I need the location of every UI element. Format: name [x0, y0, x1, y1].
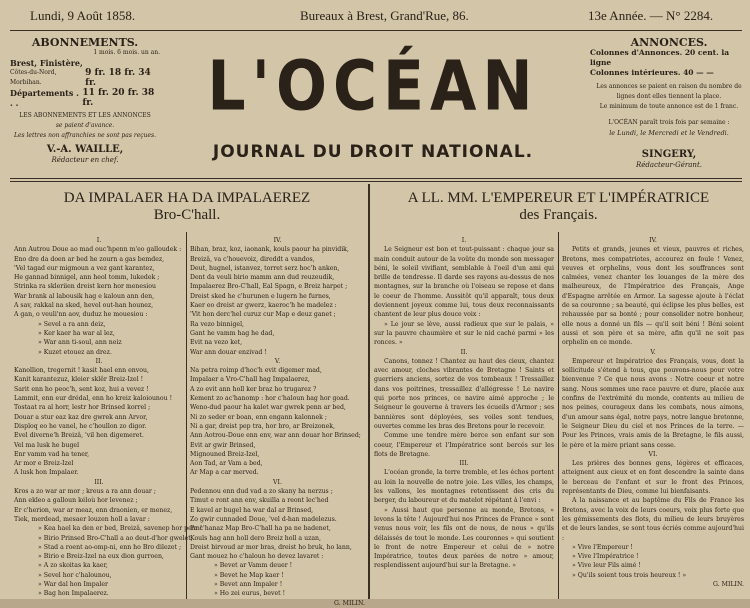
refrain-line: » Bevet he Map kaer !: [214, 571, 284, 579]
subscriptions-heading: ABONNEMENTS.: [31, 36, 139, 49]
poem-line: Douar a stur eaz kaz dre gwrek ann Arvor,: [14, 413, 148, 421]
poem-line: Na petra roimp d'hoc'h evit digemer mad,: [190, 367, 322, 375]
poem-line: Kaer eo dreist ar gwerz, kaeroc'h he madelez :: [190, 302, 337, 310]
stanza-number: I.: [96, 237, 102, 244]
publication-days-line1: L'OCÉAN paraît trois fois par semaine :: [608, 119, 730, 126]
newspaper-title: L'OCÉAN: [207, 46, 539, 127]
poem-line: Dent da veuli birio mamm ann dud reuzeudik,: [190, 274, 335, 282]
poem-line: War ann douar enzivad !: [190, 348, 267, 356]
editor-name: V.-A. WAILLE,: [46, 144, 124, 155]
issue-date: Lundi, 9 Août 1858.: [30, 8, 136, 23]
poem-line: Ar Map a car merved.: [190, 469, 259, 477]
subscription-note3: Les lettres non affranchies ne sont pas reçues.: [13, 132, 157, 139]
refrain-line: » A zo skoitas ka kaer,: [38, 562, 108, 570]
poem-line: A sav, rakkal na sked, hevel out-han hounez,: [14, 302, 154, 310]
poem-line: Kanit karantezuz, kleier sklêr Breiz-Izel !: [14, 376, 144, 384]
manager-role: Rédacteur-Gérant.: [636, 161, 702, 169]
poem-line: Breizâ, va c'houevoiz, direddt a vandos,: [190, 255, 315, 263]
subscription-row1-prices: 9 fr. 18 fr. 34 fr.: [85, 68, 151, 88]
refrain-line: » Ho zei eurus, bevet !: [214, 590, 286, 598]
poem-line: Timut e ront ann env, skuilla a reont lec'hed: [190, 497, 329, 505]
poem-line: Deut, hugnel, istanvez, torret serz hoc'h anken,: [190, 264, 340, 272]
stanza-number: II.: [95, 357, 103, 365]
article-divider: [368, 184, 370, 599]
refrain-line: » Kea hael ka den er bed, Breizâ, savenep hor penn!: [38, 525, 203, 533]
refrain-line: » Bevet ar Vamm deuer !: [214, 562, 293, 570]
manager-name: SINGERY,: [641, 149, 697, 160]
poem-line: Lammit, enn eur drédal, enn ho kreiz kaloiounou !: [14, 395, 173, 403]
poem-line: Ann Aotrou-Doue enn env, war ann douar hor Brinsed;: [190, 432, 361, 440]
poem-line: War brank al labousik hag e kaloun ann den,: [14, 292, 155, 300]
poem-line: Impalaer a Vro-C'hall hag Impalaerez,: [190, 376, 310, 384]
poem-line: Enr vamm vad ha tener,: [14, 450, 90, 458]
subscription-row2-label: Départements . . .: [10, 88, 79, 108]
poem-line: Bihan, braz, koz, iaonank, kouls paour ha pinvidik,: [190, 246, 349, 254]
left-article-subtitle: Bro-C'hall.: [153, 207, 221, 223]
editor-role: Rédacteur en chef.: [51, 156, 119, 164]
paragraph: » Le jour se lève, aussi radieux que sur le palais, » sur la pauvre chaumière et sur le nid caché parmi » les ronces. »: [374, 320, 554, 347]
subscription-note2: se paient d'avance.: [55, 122, 115, 129]
refrain-line: » Birio e Breiz-Izel na eux dion gurroen,: [38, 553, 164, 561]
paragraph: Le Seigneur est bon et tout-puissant : chaque jour sa main conduit autour de la voûte du monde son messager béni, le soleil vivifiant, semblable à l'oeil d'un ami qui brille de tendresse. Il darde ses rayons au-dessus de nos montagnes, sur la branche où l'oiseau se repose et dans le coeur de l'homme. Aussitôt qu'il apparaît, tous deux deviennent joyeux comme lui, tous deux reconnaissants chantent de leur plus douce voix :: [374, 246, 554, 319]
publication-days-line2: le Lundi, le Mercredi et le Vendredi.: [609, 129, 729, 137]
poem-line: Kros a zo war ar mor ; kreus a ra ann douar ;: [14, 488, 156, 496]
paragraph: A la naissance et au baptême du Fils de France les Bretons, avec la voix de leurs coeurs, voix plus forte que les gémissements des flots, du milieu de leurs bruyères et de leurs landes, se sont tous écriés comme aujourd'hui :: [562, 497, 744, 542]
section-number: II.: [460, 348, 468, 356]
poem-line: Er c'herion, war ar meaz, enn draonien, er menez,: [14, 506, 173, 514]
section-number: III.: [459, 460, 469, 468]
year-and-number: 13e Année. — N° 2284.: [588, 8, 714, 23]
section-number: I.: [461, 237, 467, 244]
poem-line: Ni zo seder er boan, enn engann kalonnek ;: [190, 413, 327, 421]
poem-line: A zo evit ann holl ker braz ho trugarez ?: [190, 385, 317, 393]
french-translation-column-2: [562, 236, 744, 598]
refrain-line: » Sevel a ra ann deiz,: [38, 320, 106, 328]
subscription-row1-sub: Côtes-du-Nord, Morbihan.: [10, 69, 57, 86]
refrain-line: » War dal hon Impaler: [38, 580, 109, 588]
left-article-title: DA IMPALAER HA DA IMPALAEREZ: [63, 190, 311, 206]
refrain-line: » War ann ti-soul, ann neiz: [38, 339, 122, 347]
poem-line: Dreist sked he c'hurunen e lugern he furnes,: [190, 292, 331, 300]
paragraph: Empereur et Impératrice des Français, vous, dont la sollicitude s'étend à tous, que pouvons-nous pour votre bienvenue ? Ce que nous avons : Notre coeur et notre sang. Nous sommes une race pauvre et dure, placée aux confins de l'extrémité du monde, contents au milieu de nos peines, courageux dans les combats, nous aimons, d'un amour sans égal, notre pays, notre langue bretonne, le Seigneur Dieu du ciel et nos Princes de la terre. — Pour les Princes, vrais amis de la Bretagne, le fils aussi, le père et la mère priant sans cesse.: [562, 357, 744, 449]
refrain-line: » Kuzet etouez an drez.: [38, 348, 112, 356]
masthead-top-line: [0, 0, 750, 28]
refrain-line: » Birio Prinsed Bro-C'hall a ao deut-d'hor gwelet,: [38, 534, 193, 542]
poem-line: A gan, o veuli'nn aov, duduz he mouesiou :: [14, 311, 148, 319]
paragraph: Les prières des bonnes gens, légères et efficaces, atteignent aux cieux et en font descendre la sainte dans le berceau de l'enfant et sur le front des Princes, représentants de Dieu, comme lui bienfaisants.: [562, 460, 744, 496]
section-number: IV.: [649, 237, 657, 244]
paragraph: » Qu'ils soient tous trois heureux ! »: [572, 571, 687, 579]
announcements-line2: Colonnes intérieures. 40 — —: [590, 68, 714, 77]
paragraph: Comme une tendre mère berce son enfant sur son coeur, l'Empereur et l'Impératrice sont bercés sur les flots de Bretagne.: [374, 432, 554, 458]
paragraph: Petits et grands, jeunes et vieux, pauvres et riches, Bretons, mes compatriotes, accourez en foule ! Venez, veuves et orphelins, vous dont les souffrances sont calmées, venez chanter les louanges de la mère des malheureux, de l'Impératrice des Français, Ange d'Espagne arrêtée en Armor. La sagesse ajoute à l'éclat de sa couronne ; sa beauté, qui éclipse les plus belles, est rehaussée par sa bonté ; pour consolider notre bonheur, elle nous a donné un fils — qu'il soit béni ! Béni soient aussi et son père et sa mère, afin qu'il ne soit pas orphelin en ce monde.: [562, 246, 744, 347]
newspaper-subtitle: JOURNAL DU DROIT NATIONAL.: [212, 142, 534, 162]
poem-line: Strinka ra skleriien dreist kern hor menesiou: [14, 283, 156, 291]
stanza-number: III.: [94, 478, 104, 486]
poem-line: 'Vit hon derc'hel curuz cur Map e deuz ganet ;: [190, 311, 336, 319]
poem-line: Sarit enn ho peoc'h, sent koz, hui a vevez !: [14, 385, 149, 393]
poem-line: Kanollion, tregernit ! kasit hael enn envou,: [14, 367, 149, 375]
poem-line: Evit ar gwir Brinsed,: [190, 441, 256, 449]
right-article-heading: [376, 190, 741, 224]
subscription-periods: 1 mois. 6 mois. un an.: [93, 49, 160, 56]
stanza-number: VI.: [273, 478, 282, 486]
poem-line: Ni a gar, dreist pep tra, hor bro, ar Breizonek,: [190, 422, 336, 430]
poem-line: Kouls hag ann holl dero Breiz holl a uzan,: [190, 534, 321, 542]
announcements-note3: Le minimum de toute annonce est de 1 franc.: [599, 103, 739, 110]
refrain-line: » Bevet ann Impaler !: [214, 580, 283, 588]
poem-line: Evel diverne'h Breizâ, 'vil hen digemeret.: [14, 432, 144, 440]
poem-line: Pedennou enn dud vad a zo skany ha nerzus ;: [190, 488, 333, 496]
poem-line: Tostaat ra al horr, lestr hor Brinsed korrel ;: [14, 404, 151, 412]
poem-line: Pa c'hanaz Map Bro-C'hall ha pa ne badenet,: [190, 525, 331, 533]
paragraph: Canons, tonnez ! Chantez au haut des cieux, chantez avec amour, cloches vibrantes de Bretagne ! Saints et guerriers anciens, sortez de vos tombeaux ! Tressaillez dans vos poitrines, tressaillez d'allégresse ! Le navire qui porte nos princes, ce navire aimé approche ; le Seigneur le gouverne à travers les écueils d'Armor ; ses bannières sont déployées, ses voiles sont tendues, ouvertes comme les bras des Bretons pour le recevoir.: [374, 357, 554, 430]
poem-line: Ann ekleo a galloun kéloù hor levenez ;: [14, 497, 138, 505]
poem-line: Ann Autrou Doue ao mad ouc'hpenn m'eo galloudek :: [14, 246, 182, 254]
top-rule: [10, 30, 742, 31]
announcements-box: [590, 38, 748, 170]
poem-line: Vel ma lusk he bugel: [14, 441, 80, 449]
section-number: V.: [650, 348, 656, 356]
stanza-number: V.: [274, 357, 281, 365]
poem-line: Mignouned Breiz-Izel,: [190, 450, 260, 458]
announcements-note2: lignes dont elles tiennent la place.: [616, 93, 722, 100]
subscriptions-box: [10, 38, 160, 165]
refrain-line: » Sevel hor c'halounou,: [38, 571, 112, 579]
poem-line: Tiek, merdead, mesaer louzen holl a lavar :: [14, 515, 150, 523]
breton-poem-column-1: [14, 236, 203, 598]
left-column-divider: [186, 232, 187, 599]
paragraph: » Vive l'Empereur !: [572, 543, 633, 551]
subscription-note1: LES ABONNEMENTS ET LES ANNONCES: [19, 112, 151, 119]
subscription-row2-prices: 11 fr. 20 fr. 38 fr.: [82, 88, 155, 108]
refrain-line: » Ker kaer ha war al lez,: [38, 329, 115, 337]
poem-line: Gant mouez ho c'haloun ho devez lavaret :: [190, 553, 324, 561]
right-article-title: A LL. MM. L'EMPEREUR ET L'IMPÉRATRICE: [407, 190, 710, 206]
poem-line: A lusk hon Impalaer.: [14, 469, 79, 477]
poem-line: Zo gwir cunnaded Doue, 'vel d-han madelezus.: [190, 515, 337, 523]
section-number: VI.: [648, 450, 658, 458]
poem-line: Disploq eo he vanel, he c'houllon zo digor.: [14, 422, 147, 430]
refrain-line: » Bag hon Impalaerez.: [38, 590, 109, 598]
announcements-heading: ANNONCES.: [630, 36, 708, 49]
right-article-subtitle: des Français.: [519, 207, 598, 223]
stanza-number: IV.: [273, 237, 282, 244]
right-column-divider: [558, 232, 559, 599]
paragraph: L'océan gronde, la terre tremble, et les échos portent au loin la nouvelle de notre joie. Les villes, les champs, les vallons, les montagnes retentissent des cris du berger, du laboureur et du matelot répétant à l'envi :: [374, 469, 554, 505]
poem-line: Impalaerez Bro-C'hall, Eal Spagn, e Breiz harpet ;: [190, 283, 348, 291]
header-rule-2: [10, 181, 742, 182]
poem-line: Ra vezo binnigel,: [190, 320, 245, 328]
poem-line: 'Vel tagad eur migmoun a vez gant karantez,: [14, 264, 155, 272]
header-rule-1: [10, 178, 742, 179]
poem-line: Aon Tad, ar Vam a bed,: [190, 460, 263, 468]
announcements-note1: Les annonces se paient en raison du nombre de: [596, 83, 742, 90]
poem-line: Gant he vamm hag he dad,: [190, 329, 275, 337]
office-address: Bureaux à Brest, Grand'Rue, 86.: [300, 8, 469, 23]
poem-line: Dreist birvoud ar mor bras, dreist ho bruk, ho lann,: [190, 543, 352, 551]
left-article-heading: [12, 190, 362, 224]
french-translation-column-1: [374, 236, 554, 598]
paragraph: » Vive leur Fils aimé !: [572, 562, 641, 570]
paragraph: » Aussi haut que personne au monde, Bretons, » levons la tête ! Aujourd'hui nos Princes de France » sont venus nous voir, les fils ont de nous, de nous » qu'ils délaissés de tout le monde. Les couronnes » qui soutient le front de notre Empereur et celui de » notre Impératrice, toutes deux parées de notre » amour, resplendissent aujourd'hui sur la Bretagne. »: [374, 506, 554, 570]
poem-line: He gannad binnigel, ann heol tomm, lukedek ;: [14, 274, 160, 282]
poem-line: Eno dre da doen ar bed he zourn a gas bemdez,: [14, 255, 165, 263]
poem-line: Ar mor e Breiz-Izel: [14, 460, 74, 468]
poem-line: E kavel ar bugel ha war dal ar Brinsed,: [190, 506, 314, 514]
poem-line: Kement zo ac'hanomp : hor c'haloun hag hor goad.: [190, 395, 350, 403]
author-signature: G. MILIN.: [713, 580, 744, 588]
poem-line: Evit na vezo ket,: [190, 339, 243, 347]
poem-line: Weno-dud paour ha kalet war gwrek penn ar bed,: [190, 404, 346, 412]
paragraph: » Vive l'Impératrice !: [572, 553, 639, 561]
subscription-row1-label: Brest, Finistère,: [10, 58, 83, 68]
refrain-line: » Stad a roent ao-omp-ni, enn ho Bro dilezet ;: [38, 543, 182, 551]
author-signature: G. MILIN.: [334, 599, 365, 607]
breton-poem-column-2: [190, 236, 365, 607]
announcements-line1: Colonnes d'Annonces. 20 cent. la ligne: [590, 48, 730, 67]
